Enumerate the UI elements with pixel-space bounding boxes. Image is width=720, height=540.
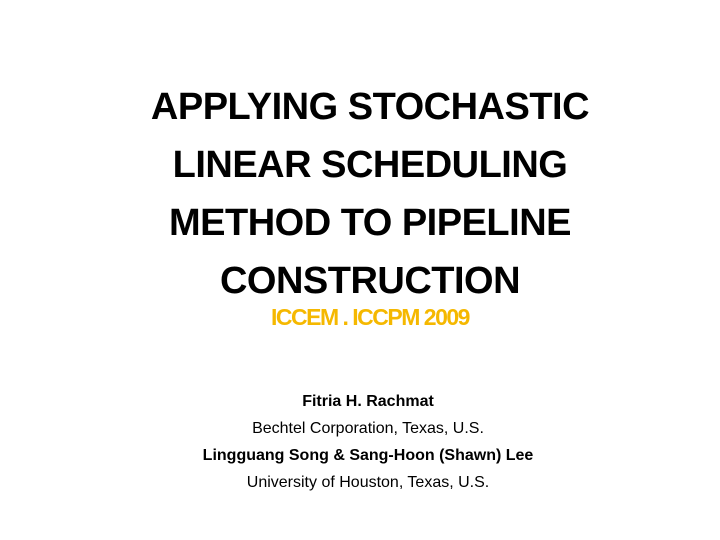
conference-label: ICCEM . ICCPM 2009 (271, 304, 469, 330)
author-name: Lingguang Song & Sang-Hoon (Shawn) Lee (202, 447, 534, 464)
author-affiliation: Bechtel Corporation, Texas, U.S. (252, 420, 484, 437)
title-line: METHOD TO PIPELINE (168, 202, 571, 244)
title-line: LINEAR SCHEDULING (172, 144, 568, 186)
title-line: CONSTRUCTION (219, 260, 521, 302)
author-affiliation: University of Houston, Texas, U.S. (246, 474, 490, 491)
title-line: APPLYING STOCHASTIC (150, 86, 590, 128)
author-block (100, 388, 636, 496)
slide-title (100, 78, 640, 310)
author-name: Fitria H. Rachmat (302, 393, 434, 410)
